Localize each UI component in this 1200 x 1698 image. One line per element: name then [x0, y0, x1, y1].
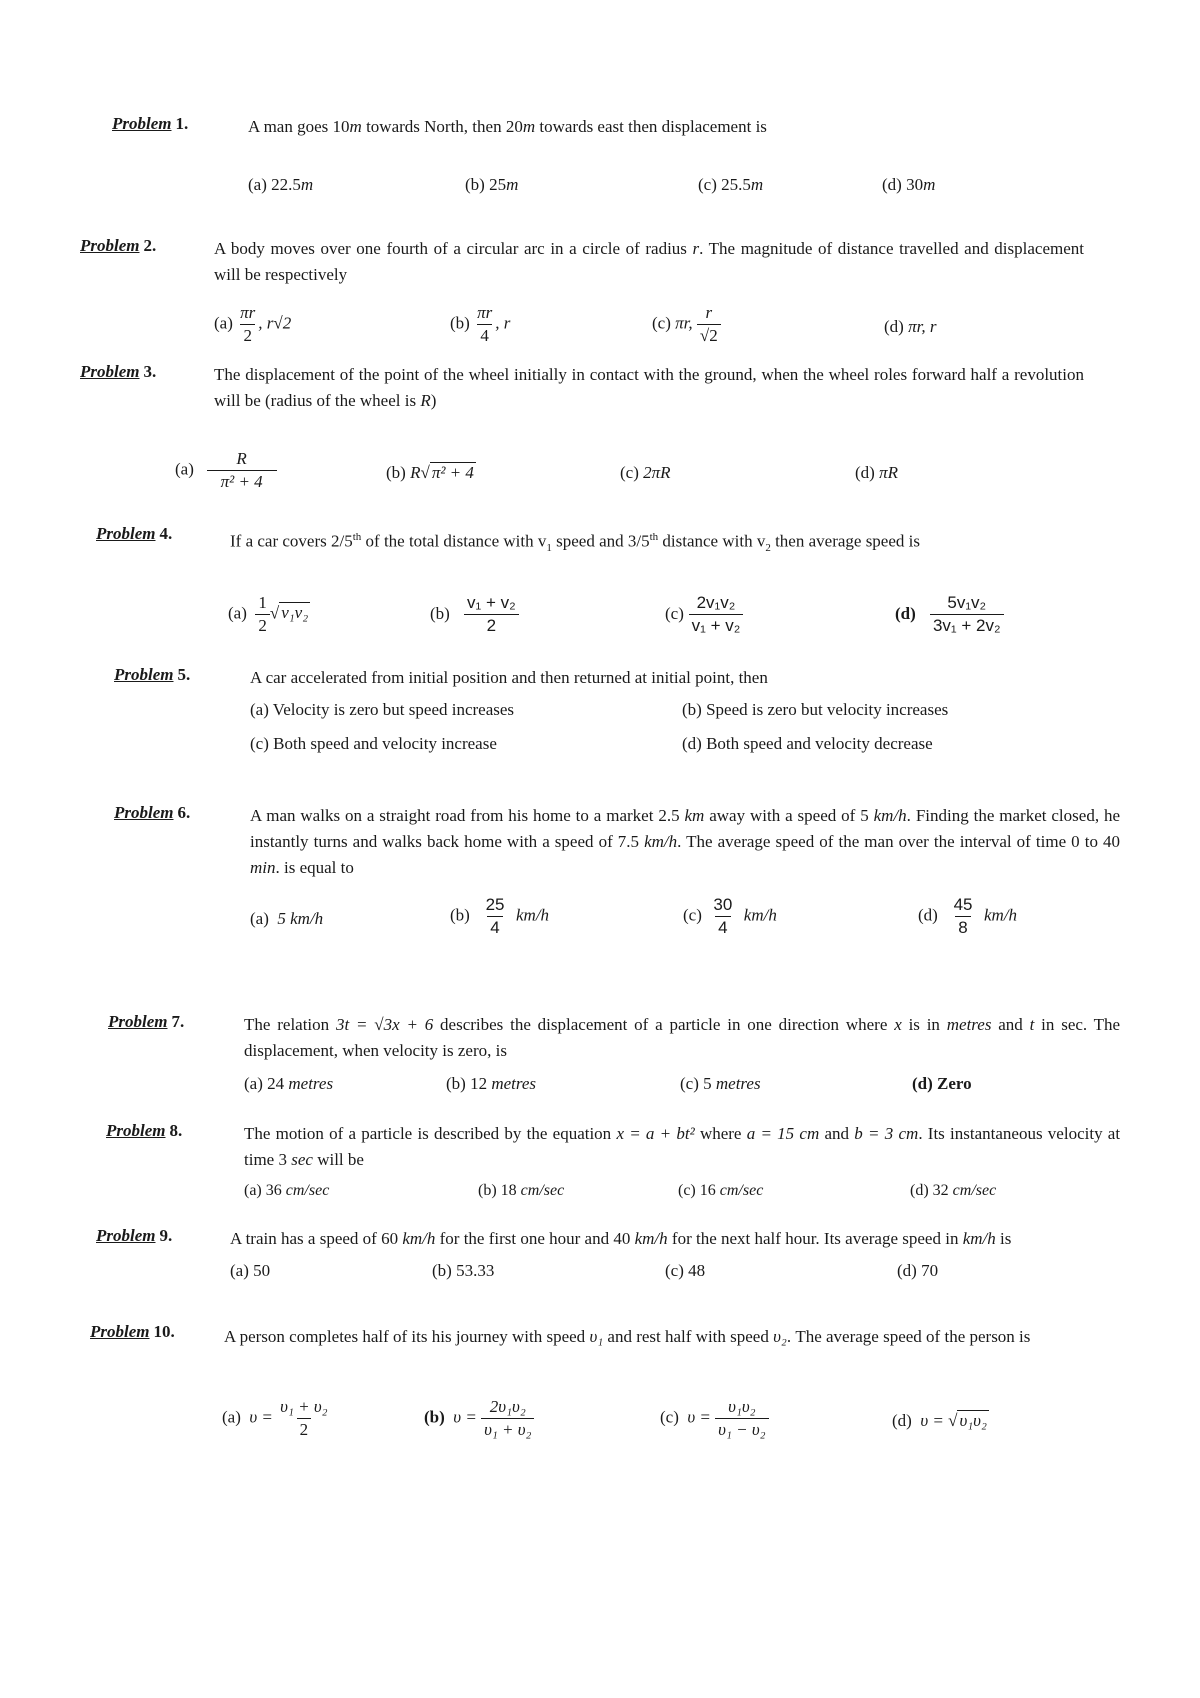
- problem-7-option-b[interactable]: (b) 12 metres: [446, 1074, 537, 1093]
- problem-5-option-d[interactable]: (d) Both speed and velocity decrease: [682, 734, 933, 753]
- problem-2-label: Problem 2.: [80, 236, 157, 255]
- problem-10-option-a[interactable]: (a) υ = $\frac{\text{υ₁ + υ₂}}{2}$: [222, 1397, 328, 1439]
- problem-10-option-d[interactable]: (d) υ = √ υ₁υ₂: [892, 1411, 987, 1430]
- problem-10-option-c[interactable]: (c) υ = $\frac{\text{υ₁υ₂}}{\text{υ₁ − υ₂}}$: [660, 1396, 769, 1441]
- problem-2-option-d[interactable]: (d) πr, r: [884, 317, 937, 336]
- problem-7-option-c[interactable]: (c) 5 metres: [680, 1074, 761, 1093]
- problem-5-option-a[interactable]: (a) Velocity is zero but speed increases: [250, 700, 515, 719]
- problem-1-option-a[interactable]: (a) 22.5m: [248, 175, 314, 194]
- problem-6-option-b[interactable]: (b) $\frac{25}{4}$ km/h: [450, 895, 550, 937]
- problem-10-label: Problem 10.: [90, 1322, 175, 1341]
- problem-9-question: A train has a speed of 60 km/h for the first one hour and 40 km/h for the next half hour. Its average speed in km/h is: [230, 1229, 1012, 1248]
- problem-7-option-a[interactable]: (a) 24 metres: [244, 1074, 334, 1093]
- problem-4-option-d[interactable]: (d) $\frac{\text{5v₁v₂}}{\text{3v₁ + 2v₂}}$: [895, 592, 1004, 637]
- problem-9-option-d[interactable]: (d) 70: [897, 1261, 939, 1280]
- problem-7-label: Problem 7.: [108, 1012, 185, 1031]
- problem-2-option-b[interactable]: (b) $\frac{\pi r}{4}$ , r: [450, 303, 511, 345]
- problem-8-option-a[interactable]: (a) 36 cm/sec: [244, 1182, 330, 1199]
- problem-8-label: Problem 8.: [106, 1121, 183, 1140]
- problem-3-option-b[interactable]: (b) R√ π² + 4: [386, 463, 474, 482]
- problem-3-option-c[interactable]: (c) 2πR: [620, 463, 671, 482]
- problem-10-option-b[interactable]: (b) υ = $\frac{\text{2υ₁υ₂}}{\text{υ₁ + υ₂}}$: [424, 1396, 534, 1441]
- problem-4-option-c[interactable]: (c) $\frac{\text{2v₁v₂}}{\text{v₁ + v₂}}$: [665, 592, 743, 637]
- problem-8-option-b[interactable]: (b) 18 cm/sec: [478, 1182, 565, 1199]
- problem-1-label: Problem 1.: [112, 114, 189, 133]
- problem-2-option-a[interactable]: (a) $\frac{\pi r}{2}$ , r√2: [214, 303, 292, 345]
- problem-4-label: Problem 4.: [96, 524, 173, 543]
- problem-3-label: Problem 3.: [80, 362, 157, 381]
- problem-6-option-a[interactable]: (a) 5 km/h: [250, 909, 324, 928]
- problem-6-question: A man walks on a straight road from his home to a market 2.5 km away with a speed of 5 km/h. Finding the market closed, he instantly turns and walks back home with a speed of 7.5 km/h. The average speed of the man over the interval of time 0 to 40 min. is equal to: [250, 806, 1121, 877]
- problem-3-option-d[interactable]: (d) πR: [855, 463, 898, 482]
- problem-1-option-d[interactable]: (d) 30m: [882, 175, 936, 194]
- problem-3-question: The displacement of the point of the wheel initially in contact with the ground, when the wheel roles forward half a revolution will be (radius of the wheel is R): [214, 365, 1084, 410]
- problem-5-question: A car accelerated from initial position and then returned at initial point, then: [250, 668, 768, 687]
- problem-4-option-b[interactable]: (b) $\frac{\text{v₁ + v₂}}{2}$: [430, 592, 519, 637]
- problem-9-option-a[interactable]: (a) 50: [230, 1261, 271, 1280]
- problem-4-option-a[interactable]: (a) $\frac{1}{2}$ √ v₁v₂: [228, 593, 309, 635]
- problem-6-option-d[interactable]: (d) $\frac{45}{8}$ km/h: [918, 895, 1018, 937]
- problem-10-question: A person completes half of its his journey with speed υ₁ and rest half with speed υ₂. The average speed of the person is: [224, 1327, 1031, 1346]
- problem-5-option-c[interactable]: (c) Both speed and velocity increase: [250, 734, 497, 753]
- problem-6-label: Problem 6.: [114, 803, 191, 822]
- problem-7-option-d[interactable]: (d) Zero: [912, 1074, 972, 1093]
- problem-9-option-c[interactable]: (c) 48: [665, 1261, 706, 1280]
- problem-5-option-b[interactable]: (b) Speed is zero but velocity increases: [682, 700, 949, 719]
- problem-9-option-b[interactable]: (b) 53.33: [432, 1261, 495, 1280]
- problem-7-question: The relation 3t = √3x + 6 describes the displacement of a particle in one direction where x is in metres and t in sec. The displacement, when velocity is zero, is: [244, 1015, 1121, 1060]
- problem-1-option-c[interactable]: (c) 25.5m: [698, 175, 764, 194]
- problem-1-question: A man goes 10m towards North, then 20m towards east then displacement is: [248, 117, 767, 136]
- problem-8-option-c[interactable]: (c) 16 cm/sec: [678, 1182, 764, 1199]
- problem-9-label: Problem 9.: [96, 1226, 173, 1245]
- problem-8-option-d[interactable]: (d) 32 cm/sec: [910, 1182, 997, 1199]
- problem-8-question: The motion of a particle is described by the equation x = a + bt² where a = 15 cm and b = 3 cm. Its instantaneous velocity at time 3 sec will be: [244, 1124, 1121, 1169]
- problem-4-question: If a car covers 2/5th of the total distance with $v_1$ speed and 3/5th distance with $v_2$ then average speed is: [230, 531, 920, 555]
- problem-1-option-b[interactable]: (b) 25m: [465, 175, 519, 194]
- problem-2-question: A body moves over one fourth of a circular arc in a circle of radius r. The magnitude of distance travelled and displacement will be respectively: [214, 239, 1084, 284]
- problem-5-label: Problem 5.: [114, 665, 191, 684]
- problem-3-option-a[interactable]: (a) $\frac{R}{\text{π² + 4}}$: [175, 448, 277, 493]
- problem-2-option-c[interactable]: (c) πr, $\frac{r}{√2}$: [652, 302, 721, 347]
- problem-6-option-c[interactable]: (c) $\frac{30}{4}$ km/h: [683, 895, 777, 937]
